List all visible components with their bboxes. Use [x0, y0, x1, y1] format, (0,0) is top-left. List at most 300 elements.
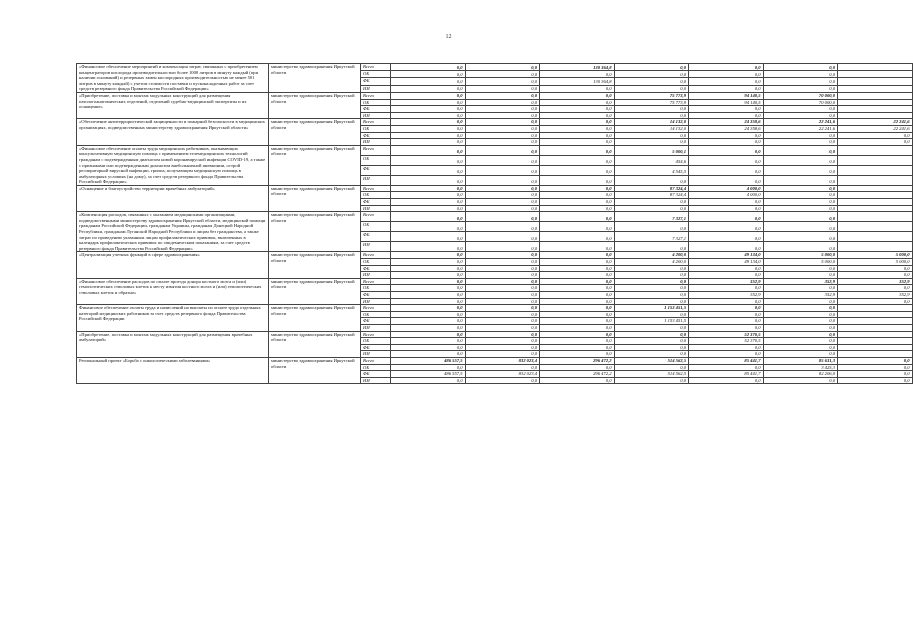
value-cell: 0,0: [838, 139, 913, 146]
value-cell: 0,0: [614, 106, 689, 113]
value-cell: 85 441,7: [689, 357, 764, 364]
value-cell: 0,0: [614, 199, 689, 206]
value-cell: 0,0: [391, 199, 466, 206]
funding-source-cell: ИИ: [361, 242, 391, 252]
value-cell: 4 200,0: [614, 259, 689, 266]
value-cell: 0,0: [614, 265, 689, 272]
value-cell: 0,0: [763, 165, 838, 175]
value-cell: 0,0: [391, 305, 466, 312]
value-cell: 0,0: [465, 298, 540, 305]
value-cell: 0,0: [540, 318, 615, 325]
funding-source-cell: ФБ: [361, 318, 391, 325]
value-cell: 296 472,2: [540, 357, 615, 364]
value-cell: 0,0: [391, 192, 466, 199]
value-cell: 0,0: [763, 106, 838, 113]
value-cell: [838, 112, 913, 119]
value-cell: [838, 192, 913, 199]
event-name-cell: «Финансовое обеспечение расходов по оплате проезда донора костного мозга и (или) гемопоэтических стволовых клеток к месту изъятия костного мозга и (или) гемопоэтических стволовых клеток и обратно»: [77, 278, 269, 304]
value-cell: 0,0: [763, 344, 838, 351]
value-cell: 0,0: [465, 78, 540, 85]
value-cell: 0,0: [689, 242, 764, 252]
value-cell: 0,0: [763, 145, 838, 155]
value-cell: 0,0: [763, 199, 838, 206]
value-cell: 0,0: [614, 278, 689, 285]
value-cell: 0,0: [465, 212, 540, 222]
value-cell: 0,0: [465, 324, 540, 331]
value-cell: 22 241,6: [838, 125, 913, 132]
executor-cell: министерство здравоохранения Иркутской области: [269, 212, 361, 252]
value-cell: 0,0: [763, 311, 838, 318]
value-cell: 0,0: [540, 99, 615, 106]
funding-source-cell: ФБ: [361, 132, 391, 139]
value-cell: 14 132,0: [614, 119, 689, 126]
value-cell: [838, 205, 913, 212]
funding-source-cell: ОБ: [361, 99, 391, 106]
value-cell: 0,0: [763, 377, 838, 384]
value-cell: 0,0: [465, 222, 540, 232]
value-cell: 0,0: [838, 371, 913, 378]
value-cell: [838, 222, 913, 232]
value-cell: 0,0: [540, 175, 615, 185]
value-cell: 0,0: [391, 344, 466, 351]
funding-source-cell: ФБ: [361, 344, 391, 351]
value-cell: 0,0: [614, 205, 689, 212]
value-cell: 0,0: [614, 132, 689, 139]
value-cell: 0,0: [391, 71, 466, 78]
executor-cell: министерство здравоохранения Иркутской области: [269, 331, 361, 357]
value-cell: 0,0: [689, 324, 764, 331]
value-cell: 0,0: [391, 175, 466, 185]
funding-source-cell: ФБ: [361, 165, 391, 175]
value-cell: 0,0: [465, 259, 540, 266]
value-cell: 0,0: [614, 351, 689, 358]
value-cell: [838, 85, 913, 92]
funding-source-cell: ИИ: [361, 175, 391, 185]
value-cell: 0,0: [540, 351, 615, 358]
value-cell: 0,0: [689, 165, 764, 175]
value-cell: 0,0: [465, 242, 540, 252]
value-cell: 0,0: [465, 185, 540, 192]
funding-source-cell: ИИ: [361, 112, 391, 119]
value-cell: 0,0: [838, 272, 913, 279]
value-cell: 0,0: [689, 364, 764, 371]
value-cell: 0,0: [689, 71, 764, 78]
value-cell: 0,0: [391, 85, 466, 92]
funding-source-cell: ОБ: [361, 155, 391, 165]
value-cell: 94 140,5: [689, 99, 764, 106]
value-cell: 0,0: [465, 99, 540, 106]
value-cell: 0,0: [465, 351, 540, 358]
value-cell: 0,0: [689, 64, 764, 71]
value-cell: 0,0: [763, 272, 838, 279]
value-cell: 0,0: [540, 92, 615, 99]
funding-source-cell: ИИ: [361, 139, 391, 146]
funding-source-cell: ОБ: [361, 338, 391, 345]
event-name-cell: «Приобретение, поставка и монтаж модульных конструкций для размещения врачебных амбулаторий»: [77, 331, 269, 357]
value-cell: 0,0: [465, 192, 540, 199]
value-cell: 0,0: [540, 324, 615, 331]
value-cell: 0,0: [465, 165, 540, 175]
value-cell: 0,0: [540, 331, 615, 338]
value-cell: 0,0: [763, 298, 838, 305]
value-cell: 832 023,4: [465, 357, 540, 364]
value-cell: 0,0: [614, 344, 689, 351]
value-cell: [838, 331, 913, 338]
value-cell: 0,0: [763, 112, 838, 119]
value-cell: 0,0: [540, 112, 615, 119]
value-cell: 24 358,6: [689, 119, 764, 126]
funding-source-cell: ИИ: [361, 85, 391, 92]
value-cell: 0,0: [689, 155, 764, 165]
value-cell: 0,0: [465, 64, 540, 71]
value-cell: 0,0: [465, 344, 540, 351]
value-cell: 0,0: [540, 145, 615, 155]
value-cell: 0,0: [763, 192, 838, 199]
value-cell: 0,0: [838, 265, 913, 272]
value-cell: 0,0: [689, 112, 764, 119]
table-row: [77, 305, 913, 312]
value-cell: 0,0: [391, 155, 466, 165]
executor-cell: министерство здравоохранения Иркутской области: [269, 278, 361, 304]
value-cell: 0,0: [465, 112, 540, 119]
value-cell: [838, 185, 913, 192]
value-cell: 0,0: [689, 106, 764, 113]
value-cell: 24 358,6: [689, 125, 764, 132]
executor-cell: министерство здравоохранения Иркутской области: [269, 252, 361, 278]
table-row: [77, 185, 913, 192]
value-cell: 0,0: [465, 175, 540, 185]
value-cell: 0,0: [763, 78, 838, 85]
value-cell: 0,0: [838, 298, 913, 305]
value-cell: 0,0: [540, 132, 615, 139]
value-cell: 0,0: [391, 78, 466, 85]
value-cell: 0,0: [391, 364, 466, 371]
executor-cell: министерство здравоохранения Иркутской области: [269, 185, 361, 211]
value-cell: 70 000,0: [763, 92, 838, 99]
value-cell: 4 000,0: [689, 192, 764, 199]
value-cell: 352,9: [689, 278, 764, 285]
event-name-cell: «Обеспечение антитеррористической защищенности и пожарной безопасности в медицинских организациях, подведомственных министерству здравоохранения Иркутской области»: [77, 119, 269, 145]
value-cell: 0,0: [689, 377, 764, 384]
funding-source-cell: Всего: [361, 92, 391, 99]
value-cell: 0,0: [540, 192, 615, 199]
value-cell: [838, 338, 913, 345]
value-cell: 0,0: [465, 132, 540, 139]
value-cell: 0,0: [540, 272, 615, 279]
value-cell: [838, 212, 913, 222]
value-cell: 0,0: [391, 377, 466, 384]
value-cell: 4 000,0: [689, 185, 764, 192]
value-cell: 22 241,6: [763, 125, 838, 132]
funding-source-cell: ФБ: [361, 78, 391, 85]
value-cell: 0,0: [465, 199, 540, 206]
value-cell: 0,0: [465, 92, 540, 99]
funding-source-cell: ОБ: [361, 311, 391, 318]
funding-source-cell: Всего: [361, 278, 391, 285]
value-cell: 0,0: [763, 132, 838, 139]
funding-source-cell: Всего: [361, 185, 391, 192]
value-cell: 0,0: [614, 78, 689, 85]
value-cell: [838, 344, 913, 351]
value-cell: 0,0: [391, 112, 466, 119]
value-cell: 0,0: [465, 377, 540, 384]
value-cell: 0,0: [540, 119, 615, 126]
funding-source-cell: Всего: [361, 331, 391, 338]
value-cell: 0,0: [763, 351, 838, 358]
table-row: [77, 357, 913, 364]
value-cell: 0,0: [689, 232, 764, 242]
executor-cell: министерство здравоохранения Иркутской области: [269, 64, 361, 93]
value-cell: 0,0: [838, 132, 913, 139]
value-cell: 85 631,3: [763, 357, 838, 364]
value-cell: 0,0: [763, 139, 838, 146]
value-cell: 0,0: [465, 338, 540, 345]
value-cell: 0,0: [540, 242, 615, 252]
value-cell: 0,0: [614, 242, 689, 252]
value-cell: 0,0: [540, 252, 615, 259]
value-cell: [838, 199, 913, 206]
funding-source-cell: ФБ: [361, 106, 391, 113]
value-cell: 0,0: [689, 285, 764, 292]
funding-source-cell: ИИ: [361, 324, 391, 331]
value-cell: [838, 351, 913, 358]
value-cell: [838, 324, 913, 331]
executor-cell: министерство здравоохранения Иркутской области: [269, 92, 361, 118]
value-cell: 0,0: [540, 377, 615, 384]
table-row: [77, 278, 913, 285]
value-cell: 3 425,3: [763, 364, 838, 371]
value-cell: 75 773,9: [614, 92, 689, 99]
value-cell: 352,9: [838, 291, 913, 298]
value-cell: 0,0: [763, 265, 838, 272]
value-cell: 352,9: [763, 291, 838, 298]
value-cell: 0,0: [540, 199, 615, 206]
funding-source-cell: ФБ: [361, 371, 391, 378]
value-cell: 352,9: [763, 278, 838, 285]
value-cell: 0,0: [540, 278, 615, 285]
value-cell: 0,0: [391, 125, 466, 132]
value-cell: 0,0: [689, 305, 764, 312]
value-cell: [838, 311, 913, 318]
funding-source-cell: Всего: [361, 252, 391, 259]
value-cell: 70 000,0: [763, 99, 838, 106]
value-cell: 52 370,5: [689, 331, 764, 338]
funding-source-cell: ИИ: [361, 272, 391, 279]
value-cell: 0,0: [763, 175, 838, 185]
funding-source-cell: ОБ: [361, 285, 391, 292]
funding-source-cell: ОБ: [361, 259, 391, 266]
value-cell: 5 000,0: [838, 252, 913, 259]
value-cell: 0,0: [689, 265, 764, 272]
value-cell: 0,0: [540, 165, 615, 175]
value-cell: 0,0: [540, 71, 615, 78]
value-cell: [838, 305, 913, 312]
value-cell: 0,0: [391, 338, 466, 345]
value-cell: 0,0: [763, 324, 838, 331]
value-cell: 0,0: [465, 252, 540, 259]
value-cell: 75 773,9: [614, 99, 689, 106]
value-cell: 0,0: [540, 125, 615, 132]
value-cell: 87 324,4: [614, 192, 689, 199]
value-cell: 82 206,0: [763, 371, 838, 378]
value-cell: 7 327,1: [614, 212, 689, 222]
value-cell: 0,0: [689, 212, 764, 222]
value-cell: 0,0: [540, 291, 615, 298]
value-cell: 0,0: [763, 318, 838, 325]
value-cell: 22 241,6: [838, 119, 913, 126]
value-cell: 49 134,0: [689, 252, 764, 259]
value-cell: 0,0: [391, 132, 466, 139]
value-cell: 4 545,5: [614, 165, 689, 175]
value-cell: 0,0: [540, 205, 615, 212]
executor-cell: министерство здравоохранения Иркутской области: [269, 145, 361, 185]
funding-source-cell: ИИ: [361, 298, 391, 305]
value-cell: 0,0: [391, 232, 466, 242]
funding-source-cell: Всего: [361, 64, 391, 71]
value-cell: 7 327,1: [614, 232, 689, 242]
value-cell: 0,0: [465, 155, 540, 165]
value-cell: 0,0: [465, 106, 540, 113]
value-cell: 0,0: [838, 285, 913, 292]
value-cell: 0,0: [763, 285, 838, 292]
value-cell: 0,0: [689, 199, 764, 206]
value-cell: 14 132,0: [614, 125, 689, 132]
value-cell: 0,0: [689, 351, 764, 358]
value-cell: 486 557,5: [391, 371, 466, 378]
value-cell: 0,0: [540, 311, 615, 318]
value-cell: 0,0: [838, 357, 913, 364]
value-cell: 0,0: [540, 364, 615, 371]
budget-table: [76, 63, 913, 384]
value-cell: 0,0: [763, 64, 838, 71]
funding-source-cell: ФБ: [361, 199, 391, 206]
value-cell: 0,0: [689, 78, 764, 85]
value-cell: 0,0: [763, 205, 838, 212]
value-cell: 0,0: [391, 145, 466, 155]
value-cell: 0,0: [391, 212, 466, 222]
value-cell: 0,0: [391, 165, 466, 175]
value-cell: 0,0: [391, 242, 466, 252]
value-cell: 0,0: [614, 112, 689, 119]
value-cell: [838, 64, 913, 71]
value-cell: 0,0: [763, 305, 838, 312]
value-cell: 0,0: [465, 232, 540, 242]
value-cell: 1 153 451,5: [614, 318, 689, 325]
value-cell: 0,0: [689, 344, 764, 351]
value-cell: [838, 318, 913, 325]
value-cell: [838, 175, 913, 185]
event-name-cell: «Приобретение, поставка и монтаж модульных конструкций для размещения патологоанатомических отделений, отделений судебно-медицинской экспертизы и их оснащение»: [77, 92, 269, 118]
value-cell: 0,0: [763, 85, 838, 92]
funding-source-cell: ОБ: [361, 125, 391, 132]
value-cell: 0,0: [391, 278, 466, 285]
table-row: [77, 119, 913, 126]
value-cell: [838, 106, 913, 113]
value-cell: 0,0: [465, 291, 540, 298]
value-cell: 0,0: [465, 265, 540, 272]
value-cell: 0,0: [540, 305, 615, 312]
value-cell: 0,0: [391, 265, 466, 272]
value-cell: 0,0: [689, 85, 764, 92]
event-name-cell: «Компенсация расходов, связанных с оказанием медицинскими организациями, подведомственными министерству здравоохранения Иркутской области, медицинской помощи гражданам Российской Федерации, гражданам Украины, гражданам Донецкой Народной Республики, гражданам Луганской Народной Республики и лицам без гражданства, а также затрат по проведению указанным лицам профилактических прививок, включенных в календарь профилактических прививок по эпидемическим показаниям, за счет средств резервного фонда Правительства Российской Федерации»: [77, 212, 269, 252]
value-cell: 5 000,0: [763, 252, 838, 259]
funding-source-cell: Всего: [361, 212, 391, 222]
value-cell: 0,0: [540, 106, 615, 113]
value-cell: 0,0: [465, 318, 540, 325]
value-cell: 0,0: [391, 119, 466, 126]
funding-source-cell: ИИ: [361, 205, 391, 212]
value-cell: 0,0: [614, 331, 689, 338]
value-cell: 0,0: [614, 85, 689, 92]
event-name-cell: «Финансовое обеспечение мероприятий и компенсация затрат, связанных с приобретением концентраторов кислорода производительностью более 1000 литров в минуту каждый (при наличии оснований) и резервных замен кислородных производительностью не менее 501 литров в минуту каждый) с учетом стоимости поставки и пусконаладочных работ за счет средств резервного фонда Правительства Российской Федерации»: [77, 64, 269, 93]
event-name-cell: «Централизация учетных функций в сфере здравоохранения»: [77, 252, 269, 278]
event-name-cell: Региональный проект «Борьба с онкологическими заболеваниями»: [77, 357, 269, 383]
value-cell: 0,0: [763, 222, 838, 232]
funding-source-cell: Всего: [361, 119, 391, 126]
value-cell: 0,0: [689, 298, 764, 305]
value-cell: [838, 99, 913, 106]
table-row: [77, 145, 913, 155]
value-cell: 0,0: [465, 305, 540, 312]
value-cell: 0,0: [540, 259, 615, 266]
value-cell: 0,0: [540, 155, 615, 165]
value-cell: 0,0: [540, 222, 615, 232]
funding-source-cell: ОБ: [361, 71, 391, 78]
value-cell: 5 000,0: [763, 259, 838, 266]
value-cell: 352,9: [689, 291, 764, 298]
value-cell: 0,0: [614, 175, 689, 185]
table-row: [77, 331, 913, 338]
value-cell: 0,0: [689, 272, 764, 279]
value-cell: [838, 155, 913, 165]
value-cell: [838, 232, 913, 242]
value-cell: 0,0: [689, 175, 764, 185]
value-cell: 0,0: [763, 338, 838, 345]
value-cell: [838, 145, 913, 155]
value-cell: 0,0: [391, 205, 466, 212]
table-row: [77, 252, 913, 259]
value-cell: [838, 71, 913, 78]
funding-source-cell: Всего: [361, 145, 391, 155]
value-cell: 0,0: [465, 125, 540, 132]
value-cell: 0,0: [540, 265, 615, 272]
value-cell: 0,0: [540, 298, 615, 305]
value-cell: [838, 165, 913, 175]
funding-source-cell: Всего: [361, 357, 391, 364]
funding-source-cell: ОБ: [361, 364, 391, 371]
event-name-cell: «Оснащение и благоустройство территории врачебных амбулаторий»: [77, 185, 269, 211]
value-cell: 0,0: [465, 285, 540, 292]
value-cell: 0,0: [763, 212, 838, 222]
value-cell: 0,0: [614, 71, 689, 78]
executor-cell: министерство здравоохранения Иркутской области: [269, 119, 361, 145]
value-cell: 0,0: [689, 222, 764, 232]
value-cell: 0,0: [391, 222, 466, 232]
table-row: [77, 212, 913, 222]
value-cell: 0,0: [614, 298, 689, 305]
value-cell: 0,0: [614, 364, 689, 371]
value-cell: 0,0: [614, 222, 689, 232]
value-cell: 0,0: [465, 311, 540, 318]
value-cell: 0,0: [465, 364, 540, 371]
value-cell: 486 557,5: [391, 357, 466, 364]
value-cell: 0,0: [391, 298, 466, 305]
value-cell: 0,0: [540, 232, 615, 242]
value-cell: 4 200,0: [614, 252, 689, 259]
value-cell: 0,0: [763, 185, 838, 192]
funding-source-cell: ИИ: [361, 351, 391, 358]
funding-source-cell: ИИ: [361, 377, 391, 384]
